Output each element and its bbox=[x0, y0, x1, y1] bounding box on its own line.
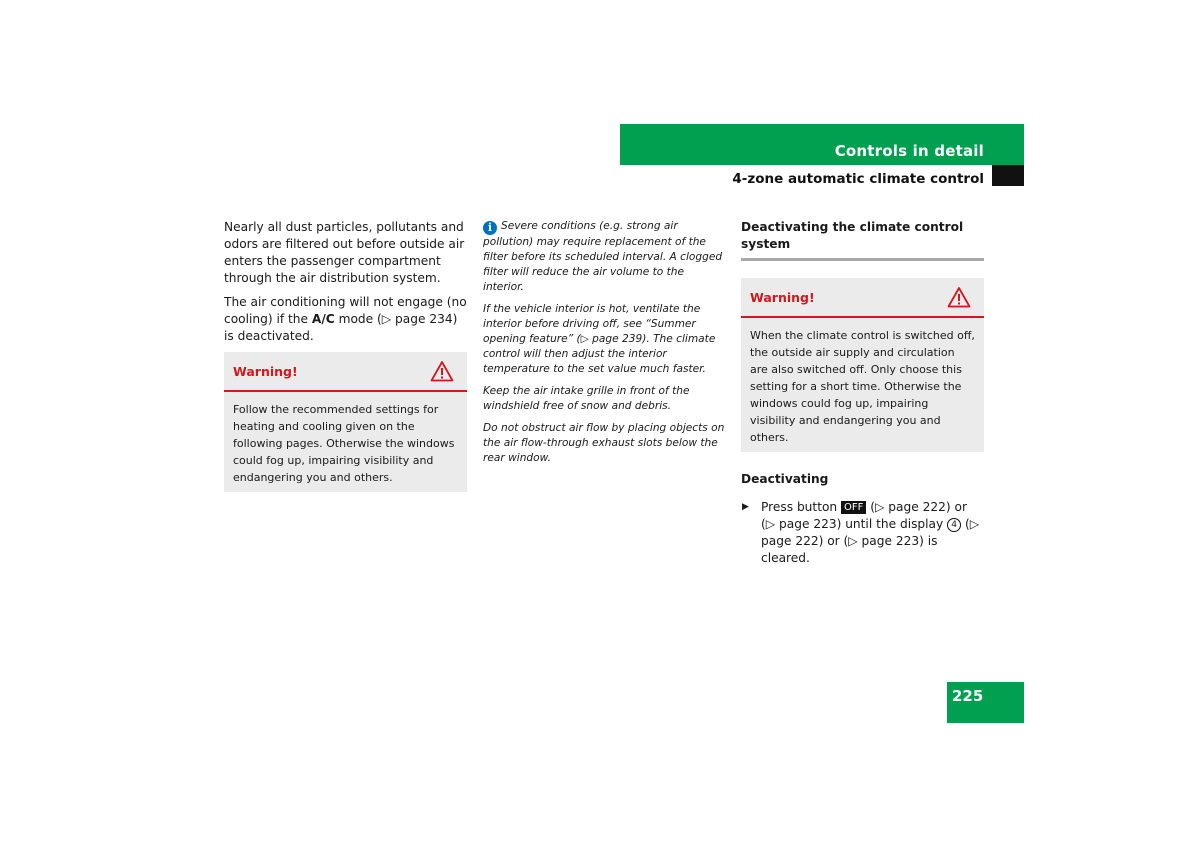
sub-heading: Deactivating bbox=[741, 472, 829, 486]
text-fragment: mode (▷ page 234) is deactivated. bbox=[224, 312, 458, 343]
column-middle bbox=[483, 219, 727, 473]
instruction-step bbox=[741, 499, 984, 567]
warning-box bbox=[741, 278, 984, 452]
text-fragment: Press button bbox=[761, 500, 842, 514]
warning-label: Warning! bbox=[233, 364, 298, 379]
note-air-intake: Keep the air intake grille in front of the windshield free of snow and debris. bbox=[483, 385, 690, 412]
text-fragment: Severe conditions (e.g. strong air pollution) may require replacement of the filter before its scheduled interval. A clogged filter will reduce the air volume to the interior. bbox=[483, 220, 723, 293]
header-marker-block bbox=[992, 165, 1024, 186]
warning-header bbox=[224, 352, 467, 392]
warning-body bbox=[224, 392, 467, 492]
section-title: Controls in detail bbox=[834, 142, 984, 160]
warning-text: When the climate control is switched off, the outside air supply and circulation are also switched off. Only choose this setting for a short time. Otherwise the windows could fog up, impairing visibility and endangering you and others. bbox=[750, 329, 975, 444]
column-left bbox=[224, 219, 467, 492]
paragraph-ac-mode bbox=[224, 294, 467, 345]
info-icon: i bbox=[483, 221, 497, 235]
column-right bbox=[741, 219, 984, 567]
ac-mode-label: A/C bbox=[311, 312, 335, 326]
step-arrow-icon: ▶ bbox=[742, 502, 749, 512]
text-fragment: The air conditioning will not engage (no cooling) if the bbox=[224, 295, 467, 326]
paragraph-filter-intro: Nearly all dust particles, pollutants and odors are filtered out before outside air enters the passenger compartment through the air distribution system. bbox=[224, 220, 465, 285]
text-fragment: (▷ page 222) or (▷ page 223) until the display bbox=[761, 500, 967, 531]
warning-text: Follow the recommended settings for heating and cooling given on the following pages. Otherwise the windows could fog up, impairing visibility and endangering you and others. bbox=[233, 403, 455, 484]
display-number-symbol: 4 bbox=[947, 518, 961, 532]
warning-triangle-icon bbox=[947, 286, 971, 308]
note-severe-conditions bbox=[483, 219, 727, 295]
warning-triangle-icon bbox=[430, 360, 454, 382]
off-button-symbol: OFF bbox=[841, 501, 866, 514]
section-heading: Deactivating the climate control system bbox=[741, 219, 984, 261]
note-hot-interior: If the vehicle interior is hot, ventilate the interior before driving off, see “Summer opening feature” (▷ page 239). The climate control will then adjust the interior temperature to the set value much faster. bbox=[483, 303, 716, 375]
subsection-title: 4-zone automatic climate control bbox=[732, 171, 984, 187]
page-number: 225 bbox=[952, 687, 984, 705]
warning-header bbox=[741, 278, 984, 318]
text-fragment: (▷ page 222) or (▷ page 223) is cleared. bbox=[761, 517, 980, 565]
warning-box bbox=[224, 352, 467, 492]
warning-body bbox=[741, 318, 984, 452]
note-exhaust-slots: Do not obstruct air flow by placing objects on the air flow-through exhaust slots below the rear window. bbox=[483, 422, 725, 464]
warning-label: Warning! bbox=[750, 290, 815, 305]
